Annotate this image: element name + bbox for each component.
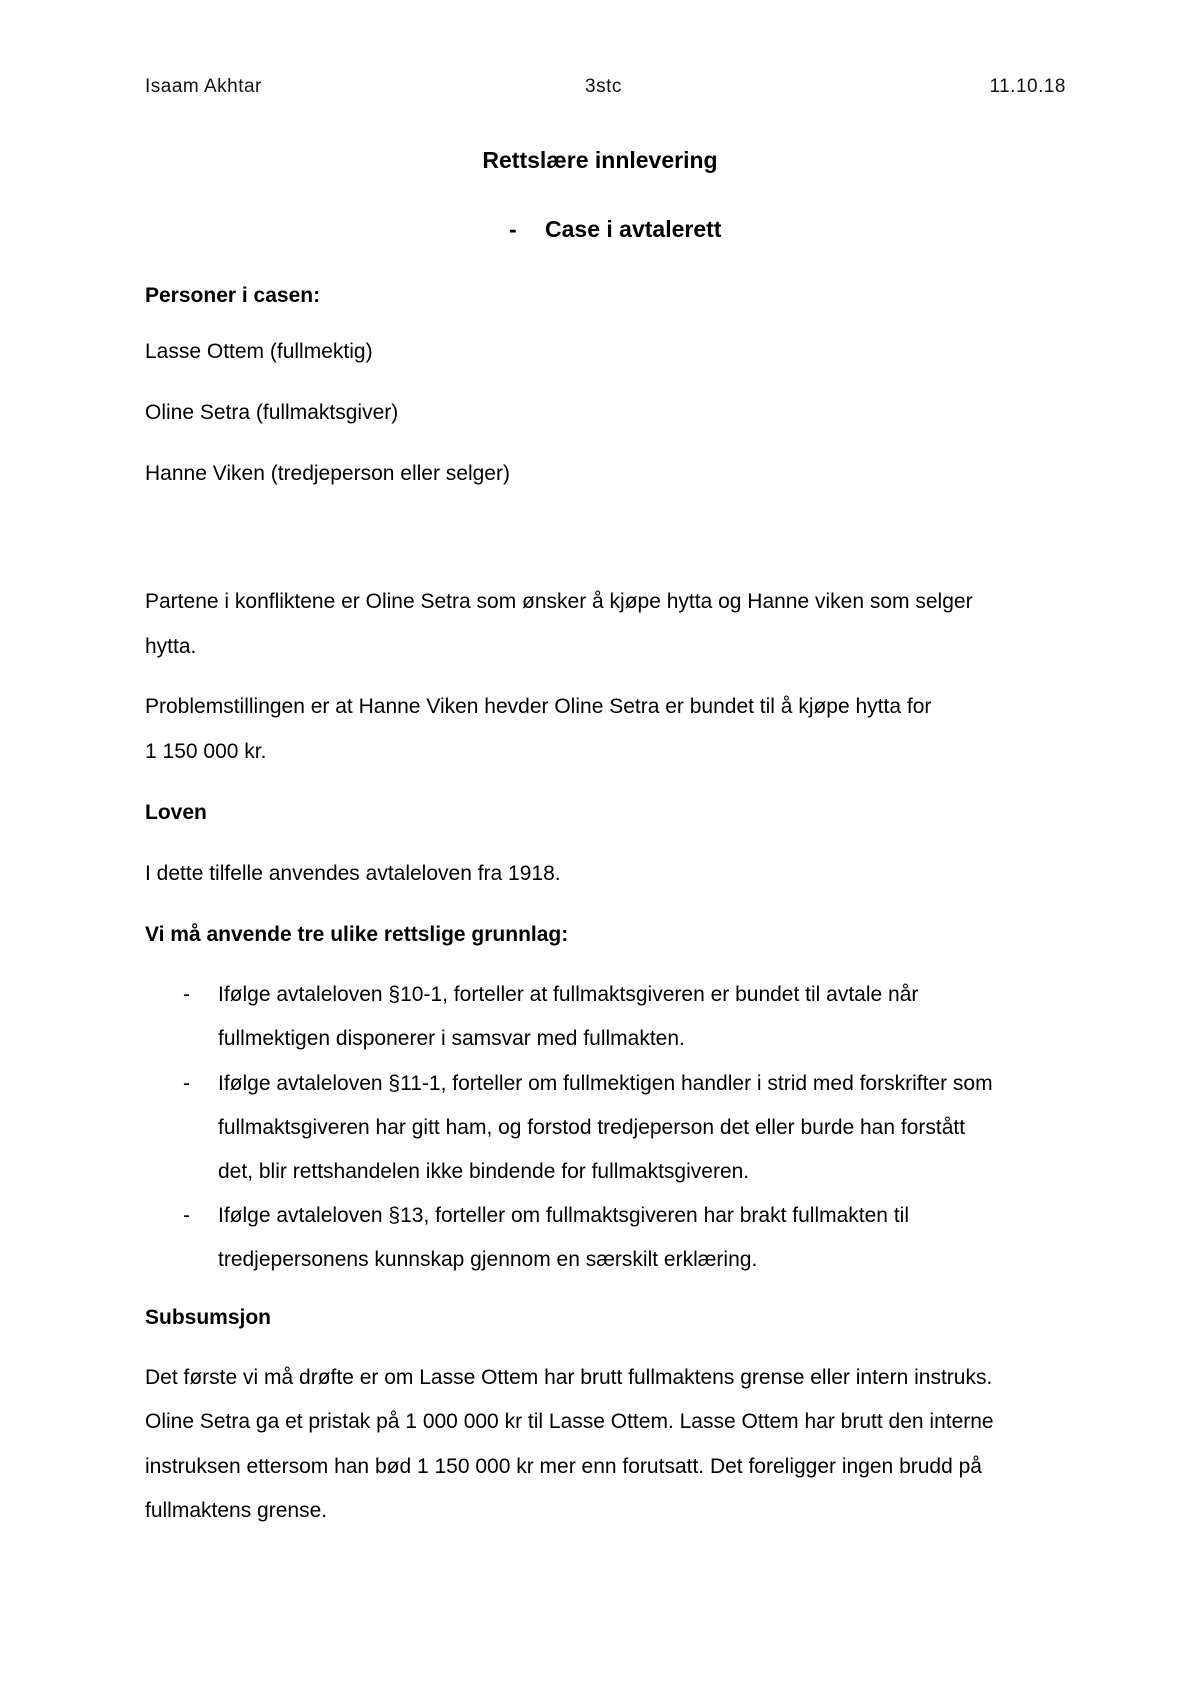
parties-line-2: hytta. [145, 635, 197, 658]
problem-line-1: Problemstillingen er at Hanne Viken hevder Oline Setra er bundet til å kjøpe hytta for [145, 695, 932, 718]
bullet-line: fullmaktsgiveren har gitt ham, og forstod tredjeperson det eller burde han forstått [218, 1116, 966, 1139]
grounds-heading: Vi må anvende tre ulike rettslige grunnlag: [145, 923, 569, 946]
page-header [145, 76, 1066, 102]
law-heading: Loven [145, 801, 207, 824]
bullet-line: Ifølge avtaleloven §13, forteller om fullmaktsgiveren har brakt fullmakten til [218, 1204, 909, 1227]
subsumption-line: Det første vi må drøfte er om Lasse Ottem har brutt fullmaktens grense eller intern instruks. [145, 1366, 993, 1389]
subsumption-line: fullmaktens grense. [145, 1499, 328, 1522]
header-class: 3stc [585, 76, 622, 97]
bullet-line: tredjepersonens kunnskap gjennom en særskilt erklæring. [218, 1248, 758, 1271]
person-item: Oline Setra (fullmaktsgiver) [145, 401, 399, 424]
problem-line-2: 1 150 000 kr. [145, 740, 267, 763]
bullet-dash: - [183, 983, 190, 1006]
document-title: Rettslære innlevering [482, 147, 718, 173]
person-item: Lasse Ottem (fullmektig) [145, 340, 373, 363]
subsumption-heading: Subsumsjon [145, 1306, 272, 1329]
bullet-line: fullmektigen disponerer i samsvar med fullmakten. [218, 1027, 685, 1050]
bullet-dash: - [183, 1204, 190, 1227]
bullet-line: Ifølge avtaleloven §10-1, forteller at fullmaktsgiveren er bundet til avtale når [218, 983, 919, 1006]
subtitle-dash: - [509, 216, 517, 242]
bullet-text [218, 1194, 1068, 1282]
subtitle-text: Case i avtalerett [545, 216, 722, 242]
subsumption-line: instruksen ettersom han bød 1 150 000 kr mer enn forutsatt. Det foreligger ingen brudd på [145, 1455, 982, 1478]
parties-line-1: Partene i konfliktene er Oline Setra som ønsker å kjøpe hytta og Hanne viken som selger [145, 590, 973, 613]
person-item: Hanne Viken (tredjeperson eller selger) [145, 462, 510, 485]
header-date: 11.10.18 [989, 76, 1066, 97]
persons-heading: Personer i casen: [145, 284, 321, 307]
subsumption-line: Oline Setra ga et pristak på 1 000 000 kr til Lasse Ottem. Lasse Ottem har brutt den interne [145, 1410, 994, 1433]
bullet-text [218, 973, 1068, 1061]
bullet-line: Ifølge avtaleloven §11-1, forteller om fullmektigen handler i strid med forskrifter som [218, 1072, 993, 1095]
header-author: Isaam Akhtar [145, 76, 262, 97]
law-text: I dette tilfelle anvendes avtaleloven fra 1918. [145, 862, 561, 885]
bullet-line: det, blir rettshandelen ikke bindende for fullmaktsgiveren. [218, 1160, 750, 1183]
bullet-dash: - [183, 1072, 190, 1095]
bullet-text [218, 1062, 1068, 1194]
document-subtitle [509, 216, 721, 243]
